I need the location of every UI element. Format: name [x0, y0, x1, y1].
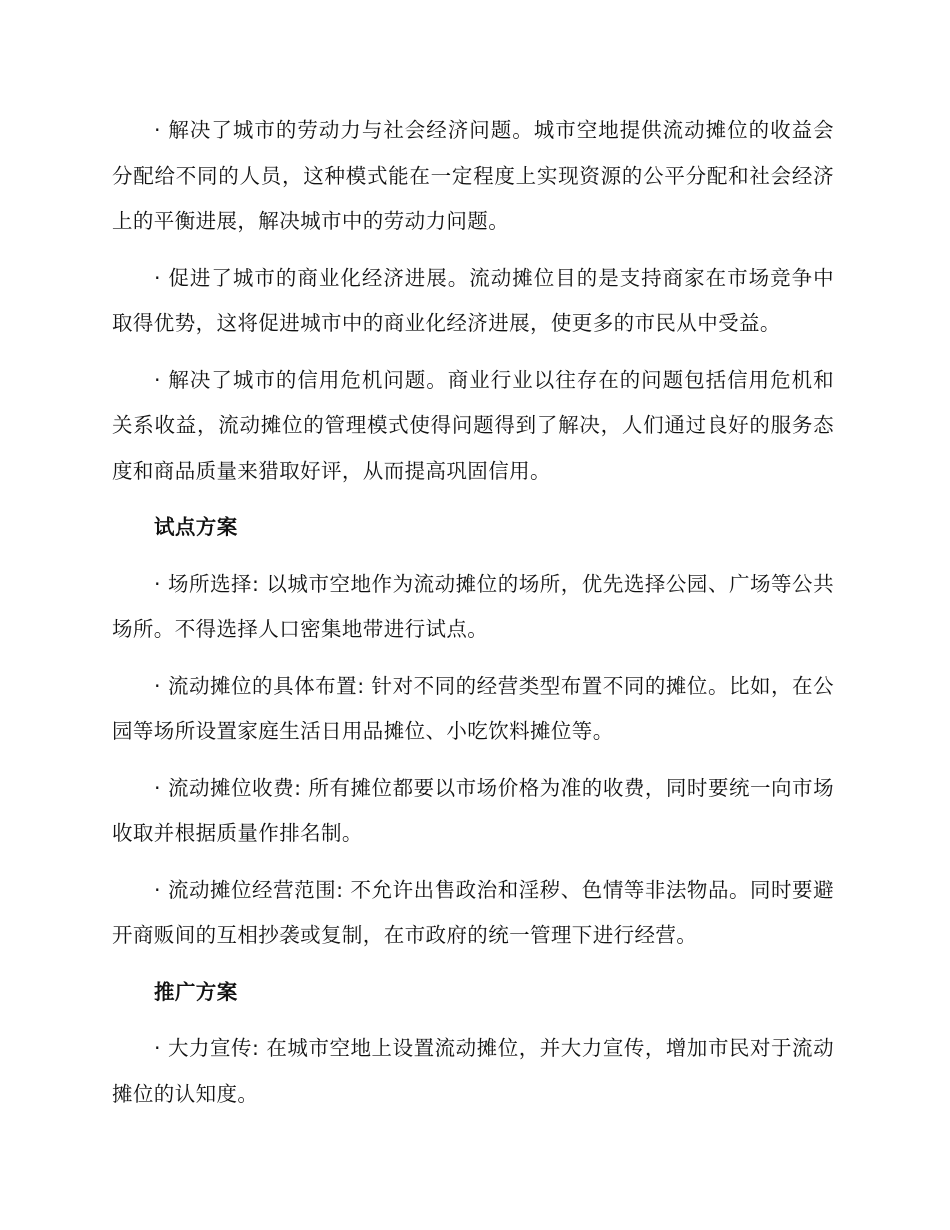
paragraph-stall-layout: · 流动摊位的具体布置: 针对不同的经营类型布置不同的摊位。比如，在公园等场所设置家庭生活日用品摊位、小吃饮料摊位等。 — [112, 673, 834, 743]
paragraph-business-scope: · 流动摊位经营范围: 不允许出售政治和淫秽、色情等非法物品。同时要避开商贩间的互相抄袭或复制，在市政府的统一管理下进行经营。 — [112, 877, 834, 947]
paragraph-labor-economy: · 解决了城市的劳动力与社会经济问题。城市空地提供流动摊位的收益会分配给不同的人员，这种模式能在一定程度上实现资源的公平分配和社会经济上的平衡进展，解决城市中的劳动力问题。 — [112, 118, 834, 233]
heading-promotion-plan: 推广方案 — [154, 979, 238, 1004]
document-page — [112, 108, 834, 1117]
paragraph-publicity: · 大力宣传: 在城市空地上设置流动摊位，并大力宣传，增加市民对于流动摊位的认知度。 — [112, 1036, 834, 1106]
paragraph-stall-fees: · 流动摊位收费: 所有摊位都要以市场价格为准的收费，同时要统一向市场收取并根据质量作排名制。 — [112, 775, 834, 845]
paragraph-credit-crisis: · 解决了城市的信用危机问题。商业行业以往存在的问题包括信用危机和关系收益，流动摊位的管理模式使得问题得到了解决，人们通过良好的服务态度和商品质量来猎取好评，从而提高巩固信用。 — [112, 367, 834, 483]
paragraph-site-selection: · 场所选择: 以城市空地作为流动摊位的场所，优先选择公园、广场等公共场所。不得选择人口密集地带进行试点。 — [112, 571, 834, 641]
paragraph-commercial-economy: · 促进了城市的商业化经济进展。流动摊位目的是支持商家在市场竞争中取得优势，这将促进城市中的商业化经济进展，使更多的市民从中受益。 — [112, 265, 834, 335]
heading-pilot-plan: 试点方案 — [154, 515, 238, 539]
